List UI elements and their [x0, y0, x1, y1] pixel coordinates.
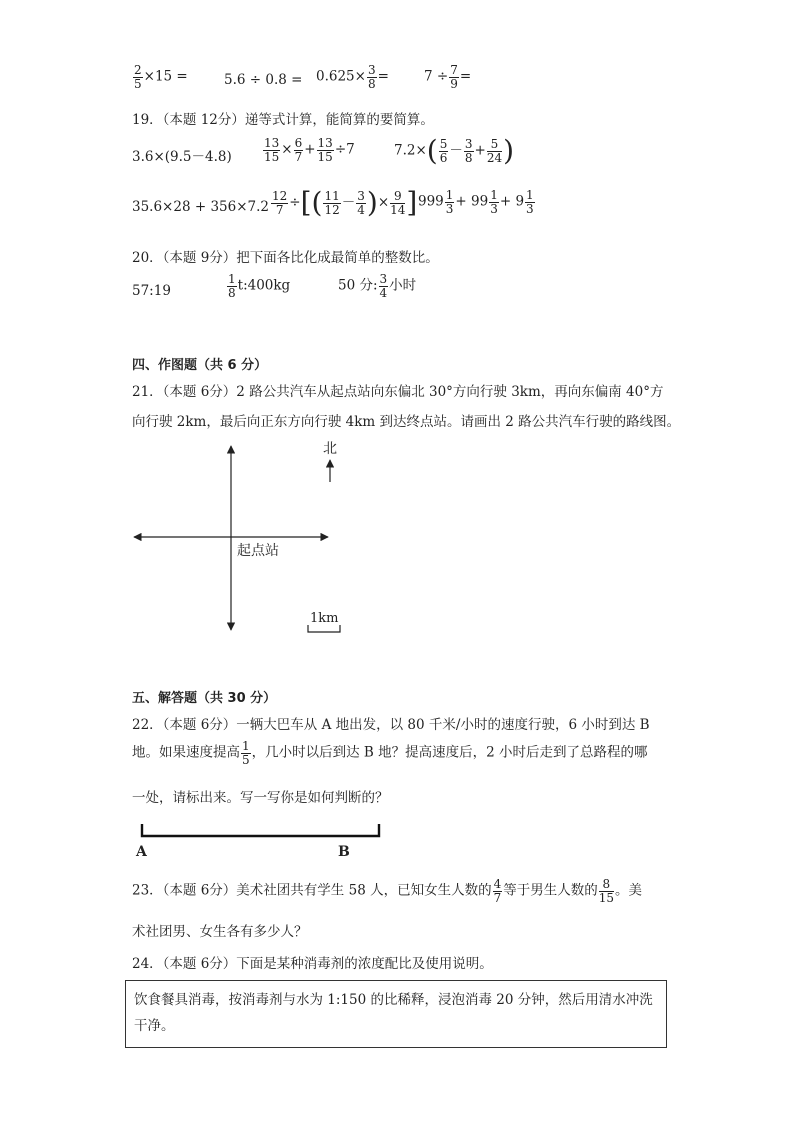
q20-ratio-c: 50 分: $\frac{3}{4}$ 小时: [338, 272, 417, 300]
q20-ratio-a: 57:19: [132, 283, 171, 299]
q18-expr-2: 5.6 ÷ 0.8 =: [224, 72, 303, 88]
q19-expr-c: 7.2×( $\frac{5}{6}$ － $\frac{3}{8}$ + $\frac{5}{24}$ ): [394, 134, 515, 167]
fraction: $\frac{3}{8}$: [367, 63, 376, 91]
q22-line-1: 22．（本题 6分）一辆大巴车从 A 地出发，以 80 千米/小时的速度行驶，6 小时到达 B: [132, 717, 650, 733]
q22-line-3: 一处，请标出来。写一写你是如何判断的？: [132, 790, 389, 806]
q18-expr-3: 0.625× $\frac{3}{8}$ =: [316, 63, 389, 91]
q20-ratio-b: $\frac{1}{8}$ t:400kg: [228, 272, 291, 300]
q20-title: 20．（本题 9分）把下面各比化成最简单的整数比。: [132, 250, 439, 266]
q23-line-1: 23．（本题 6分）美术社团共有学生 58 人，已知女生人数的 $\frac{4}{7}$ 等于男生人数的 $\frac{8}{15}$ 。美: [132, 877, 642, 905]
q19-expr-a: 3.6×(9.5－4.8): [132, 149, 232, 165]
q24-title: 24．（本题 6分）下面是某种消毒剂的浓度配比及使用说明。: [132, 956, 493, 972]
q18-expr-1: $\frac{2}{5}$ ×15 =: [134, 63, 188, 91]
section-5-heading: 五、解答题（共 30 分）: [132, 691, 277, 706]
q19-expr-f: 999 $\frac{1}{3}$ + 99 $\frac{1}{3}$ + 9 $\frac{1}{3}$: [418, 188, 534, 216]
origin-label: 起点站: [237, 543, 279, 559]
notice-line-1: 饮食餐具消毒，按消毒剂与水为 1:150 的比稀释，浸泡消毒 20 分钟，然后用清水冲洗: [134, 992, 653, 1008]
point-b-label: B: [338, 844, 350, 860]
q21-line-2: 向行驶 2km，最后向正东方向行驶 4km 到达终点站。请画出 2 路公共汽车行驶的路线图。: [132, 414, 681, 430]
q19-expr-b: $\frac{13}{15}$ × $\frac{6}{7}$ + $\frac{13}{15}$ ÷7: [264, 136, 355, 164]
fraction: $\frac{7}{9}$: [450, 63, 458, 91]
q18-expr-4: 7 ÷ $\frac{7}{9}$ =: [424, 63, 472, 91]
section-4-heading: 四、作图题（共 6 分）: [132, 358, 268, 373]
north-label: 北: [323, 441, 337, 457]
q21-line-1: 21．（本题 6分）2 路公共汽车从起点站向东偏北 30°方向行驶 3km，再向东偏南 40°方: [132, 384, 664, 400]
disinfectant-instructions-box: [125, 980, 667, 1048]
fraction: $\frac{2}{5}$: [134, 63, 142, 91]
q19-expr-d: 35.6×28 + 356×7.2: [132, 199, 269, 215]
notice-line-2: 干净。: [134, 1018, 175, 1034]
q23-line-2: 术社团男、女生各有多少人？: [132, 924, 308, 940]
scale-bar: [308, 625, 340, 632]
q22-line-2: 地。如果速度提高 $\frac{1}{5}$ ，几小时以后到达 B 地？提高速度后，2 小时后走到了总路程的哪: [132, 739, 648, 767]
scale-label: 1km: [310, 611, 339, 626]
point-a-label: A: [136, 844, 147, 860]
q19-expr-e: $\frac{12}{7}$ ÷[( $\frac{11}{12}$ － $\frac{3}{4}$ )× $\frac{9}{14}$ ]: [272, 186, 418, 219]
q19-title: 19．（本题 12分）递等式计算，能简算的要简算。: [132, 112, 434, 128]
route-segment-ab: [142, 824, 379, 836]
